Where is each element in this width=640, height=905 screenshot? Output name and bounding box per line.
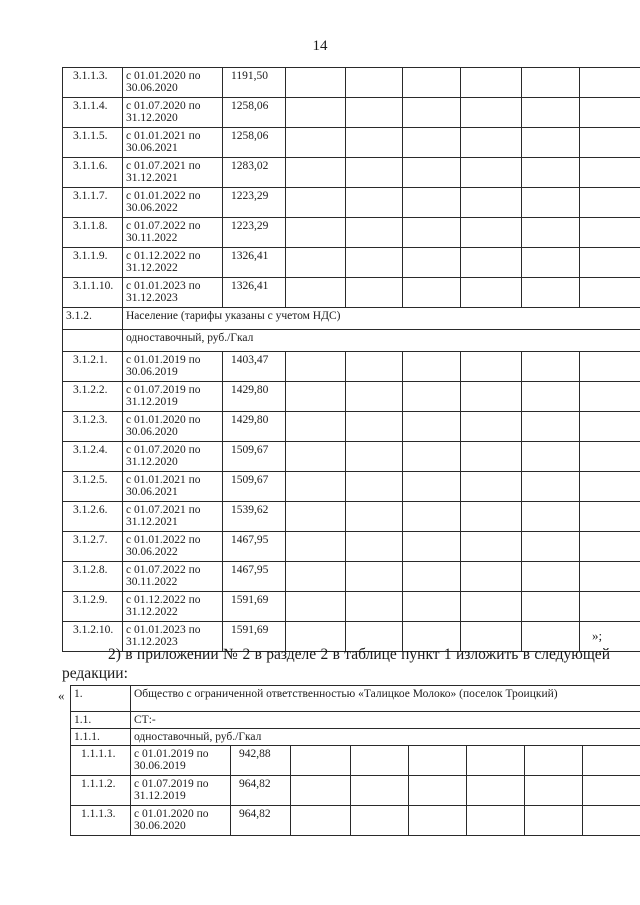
subsection2-row xyxy=(71,729,640,746)
subsection2-title: одноставочный, руб./Гкал xyxy=(131,729,640,746)
table-row xyxy=(63,278,640,308)
empty-cell xyxy=(286,412,346,442)
empty-cell xyxy=(522,382,580,412)
empty-cell xyxy=(525,806,583,836)
empty-cell xyxy=(63,330,123,352)
row-value: 1403,47 xyxy=(223,352,286,382)
empty-cell xyxy=(522,98,580,128)
empty-cell xyxy=(286,502,346,532)
empty-cell xyxy=(286,442,346,472)
subsection-number: 1.1. xyxy=(71,712,131,729)
row-number: 1.1.1.1. xyxy=(71,746,131,776)
empty-cell xyxy=(409,776,467,806)
row-period: с 01.07.2021 по 31.12.2021 xyxy=(123,158,223,188)
table-row xyxy=(63,218,640,248)
empty-cell xyxy=(346,68,403,98)
row-period: с 01.07.2022 по 30.11.2022 xyxy=(123,218,223,248)
empty-cell xyxy=(403,68,461,98)
empty-cell xyxy=(286,98,346,128)
table-row xyxy=(63,248,640,278)
empty-cell xyxy=(346,188,403,218)
row-period: с 01.07.2020 по 31.12.2020 xyxy=(123,98,223,128)
row-period: с 01.01.2022 по 30.06.2022 xyxy=(123,188,223,218)
empty-cell xyxy=(522,352,580,382)
row-number: 3.1.1.4. xyxy=(63,98,123,128)
row-number: 3.1.2.2. xyxy=(63,382,123,412)
empty-cell xyxy=(409,746,467,776)
subsection-row xyxy=(71,712,640,729)
empty-cell xyxy=(525,746,583,776)
empty-cell xyxy=(403,532,461,562)
empty-cell xyxy=(580,592,640,622)
empty-cell xyxy=(346,502,403,532)
section-subtitle: одноставочный, руб./Гкал xyxy=(123,330,640,352)
opening-quote: « xyxy=(58,688,65,703)
empty-cell xyxy=(580,382,640,412)
section-subheader-row xyxy=(63,330,640,352)
table-row xyxy=(63,532,640,562)
page-number: 14 xyxy=(312,38,328,54)
org-number: 1. xyxy=(71,686,131,712)
tariff-table-continuation xyxy=(62,67,640,652)
row-number: 3.1.1.5. xyxy=(63,128,123,158)
empty-cell xyxy=(467,746,525,776)
empty-cell xyxy=(467,806,525,836)
empty-cell xyxy=(286,382,346,412)
empty-cell xyxy=(583,746,640,776)
empty-cell xyxy=(522,218,580,248)
row-number: 3.1.1.6. xyxy=(63,158,123,188)
org-name: Общество с ограниченной ответственностью «Талицкое Молоко» (поселок Троицкий) xyxy=(131,686,640,712)
empty-cell xyxy=(522,532,580,562)
empty-cell xyxy=(522,472,580,502)
empty-cell xyxy=(580,68,640,98)
empty-cell xyxy=(461,592,522,622)
empty-cell xyxy=(580,158,640,188)
empty-cell xyxy=(346,412,403,442)
row-number: 3.1.1.8. xyxy=(63,218,123,248)
table-row xyxy=(63,442,640,472)
row-value: 942,88 xyxy=(231,746,291,776)
row-value: 1467,95 xyxy=(223,532,286,562)
row-period: с 01.01.2021 по 30.06.2021 xyxy=(123,128,223,158)
empty-cell xyxy=(346,248,403,278)
table-row xyxy=(63,412,640,442)
row-value: 1509,67 xyxy=(223,442,286,472)
empty-cell xyxy=(461,412,522,442)
row-value: 1467,95 xyxy=(223,562,286,592)
row-number: 3.1.2.9. xyxy=(63,592,123,622)
row-value: 1326,41 xyxy=(223,278,286,308)
empty-cell xyxy=(286,68,346,98)
row-period: с 01.01.2021 по 30.06.2021 xyxy=(123,472,223,502)
row-period: с 01.07.2022 по 30.11.2022 xyxy=(123,562,223,592)
empty-cell xyxy=(522,278,580,308)
empty-cell xyxy=(403,382,461,412)
row-number: 3.1.2.6. xyxy=(63,502,123,532)
empty-cell xyxy=(403,502,461,532)
empty-cell xyxy=(461,442,522,472)
empty-cell xyxy=(286,352,346,382)
row-number: 1.1.1.3. xyxy=(71,806,131,836)
empty-cell xyxy=(346,472,403,502)
empty-cell xyxy=(522,188,580,218)
row-value: 1326,41 xyxy=(223,248,286,278)
empty-cell xyxy=(522,412,580,442)
empty-cell xyxy=(580,532,640,562)
table-row xyxy=(63,98,640,128)
empty-cell xyxy=(346,562,403,592)
table-row xyxy=(63,472,640,502)
row-value: 1223,29 xyxy=(223,218,286,248)
empty-cell xyxy=(461,98,522,128)
empty-cell xyxy=(461,382,522,412)
empty-cell xyxy=(522,502,580,532)
empty-cell xyxy=(409,806,467,836)
empty-cell xyxy=(403,218,461,248)
empty-cell xyxy=(346,532,403,562)
row-value: 1258,06 xyxy=(223,128,286,158)
empty-cell xyxy=(346,218,403,248)
row-period: с 01.01.2022 по 30.06.2022 xyxy=(123,532,223,562)
empty-cell xyxy=(403,412,461,442)
table-row xyxy=(63,158,640,188)
empty-cell xyxy=(346,352,403,382)
empty-cell xyxy=(403,562,461,592)
row-number: 3.1.1.3. xyxy=(63,68,123,98)
empty-cell xyxy=(580,352,640,382)
empty-cell xyxy=(580,188,640,218)
section-title: Население (тарифы указаны с учетом НДС) xyxy=(123,308,640,330)
empty-cell xyxy=(403,352,461,382)
empty-cell xyxy=(580,472,640,502)
empty-cell xyxy=(403,98,461,128)
empty-cell xyxy=(461,502,522,532)
empty-cell xyxy=(403,442,461,472)
empty-cell xyxy=(403,472,461,502)
empty-cell xyxy=(467,776,525,806)
row-period: с 01.07.2019 по 31.12.2019 xyxy=(123,382,223,412)
row-value: 1191,50 xyxy=(223,68,286,98)
row-number: 3.1.2.1. xyxy=(63,352,123,382)
empty-cell xyxy=(286,188,346,218)
empty-cell xyxy=(346,442,403,472)
empty-cell xyxy=(286,158,346,188)
empty-cell xyxy=(346,278,403,308)
table-row xyxy=(63,502,640,532)
empty-cell xyxy=(286,278,346,308)
row-number: 3.1.1.7. xyxy=(63,188,123,218)
row-number: 3.1.2.3. xyxy=(63,412,123,442)
empty-cell xyxy=(403,158,461,188)
empty-cell xyxy=(461,532,522,562)
row-value: 1539,62 xyxy=(223,502,286,532)
row-number: 3.1.2.7. xyxy=(63,532,123,562)
empty-cell xyxy=(403,592,461,622)
row-value: 1591,69 xyxy=(223,592,286,622)
empty-cell xyxy=(286,562,346,592)
row-period: с 01.07.2019 по 31.12.2019 xyxy=(131,776,231,806)
section-number: 3.1.2. xyxy=(63,308,123,330)
empty-cell xyxy=(403,278,461,308)
table-row xyxy=(63,68,640,98)
empty-cell xyxy=(522,442,580,472)
row-period: с 01.01.2020 по 30.06.2020 xyxy=(123,68,223,98)
table-row xyxy=(71,806,640,836)
table-row xyxy=(71,746,640,776)
empty-cell xyxy=(461,352,522,382)
row-period: с 01.01.2019 по 30.06.2019 xyxy=(131,746,231,776)
empty-cell xyxy=(583,806,640,836)
table-row xyxy=(71,776,640,806)
empty-cell xyxy=(286,472,346,502)
empty-cell xyxy=(580,442,640,472)
empty-cell xyxy=(522,158,580,188)
table-row xyxy=(63,592,640,622)
table-row xyxy=(63,562,640,592)
empty-cell xyxy=(461,128,522,158)
empty-cell xyxy=(291,746,351,776)
row-value: 1283,02 xyxy=(223,158,286,188)
empty-cell xyxy=(461,562,522,592)
empty-cell xyxy=(461,218,522,248)
row-period: с 01.01.2019 по 30.06.2019 xyxy=(123,352,223,382)
empty-cell xyxy=(346,592,403,622)
empty-cell xyxy=(461,278,522,308)
empty-cell xyxy=(351,806,409,836)
row-value: 1591,69 xyxy=(223,622,286,652)
org-row xyxy=(71,686,640,712)
row-number: 3.1.2.4. xyxy=(63,442,123,472)
amendment-text: 2) в приложении № 2 в разделе 2 в таблице пункт 1 изложить в следующей редакции: xyxy=(62,646,610,682)
row-number: 1.1.1.2. xyxy=(71,776,131,806)
table-row xyxy=(63,188,640,218)
empty-cell xyxy=(346,98,403,128)
row-period: с 01.01.2020 по 30.06.2020 xyxy=(123,412,223,442)
subsection-title: СТ:- xyxy=(131,712,640,729)
empty-cell xyxy=(461,248,522,278)
row-value: 964,82 xyxy=(231,806,291,836)
subsection2-number: 1.1.1. xyxy=(71,729,131,746)
empty-cell xyxy=(461,472,522,502)
row-number: 3.1.1.9. xyxy=(63,248,123,278)
empty-cell xyxy=(580,562,640,592)
empty-cell xyxy=(461,68,522,98)
empty-cell xyxy=(525,776,583,806)
empty-cell xyxy=(522,592,580,622)
empty-cell xyxy=(403,188,461,218)
row-number: 3.1.1.10. xyxy=(63,278,123,308)
empty-cell xyxy=(351,776,409,806)
empty-cell xyxy=(286,532,346,562)
row-period: с 01.07.2020 по 31.12.2020 xyxy=(123,442,223,472)
empty-cell xyxy=(580,98,640,128)
row-period: с 01.07.2021 по 31.12.2021 xyxy=(123,502,223,532)
empty-cell xyxy=(286,592,346,622)
row-value: 1258,06 xyxy=(223,98,286,128)
empty-cell xyxy=(286,128,346,158)
row-value: 1223,29 xyxy=(223,188,286,218)
empty-cell xyxy=(346,158,403,188)
empty-cell xyxy=(403,128,461,158)
row-period: с 01.01.2023 по 31.12.2023 xyxy=(123,278,223,308)
empty-cell xyxy=(291,806,351,836)
empty-cell xyxy=(580,502,640,532)
section-header-row xyxy=(63,308,640,330)
table-row xyxy=(63,352,640,382)
empty-cell xyxy=(291,776,351,806)
row-period: с 01.12.2022 по 31.12.2022 xyxy=(123,248,223,278)
empty-cell xyxy=(461,188,522,218)
empty-cell xyxy=(351,746,409,776)
row-period: с 01.12.2022 по 31.12.2022 xyxy=(123,592,223,622)
empty-cell xyxy=(522,128,580,158)
empty-cell xyxy=(580,218,640,248)
row-number: 3.1.2.10. xyxy=(63,622,123,652)
row-value: 1509,67 xyxy=(223,472,286,502)
empty-cell xyxy=(286,248,346,278)
table-row xyxy=(63,382,640,412)
row-value: 1429,80 xyxy=(223,412,286,442)
empty-cell xyxy=(580,278,640,308)
row-period: с 01.01.2023 по 31.12.2023 xyxy=(123,622,223,652)
row-value: 1429,80 xyxy=(223,382,286,412)
empty-cell xyxy=(580,128,640,158)
empty-cell xyxy=(583,776,640,806)
amendment-paragraph xyxy=(62,645,610,683)
row-value: 964,82 xyxy=(231,776,291,806)
row-number: 3.1.2.8. xyxy=(63,562,123,592)
empty-cell xyxy=(286,218,346,248)
empty-cell xyxy=(522,562,580,592)
empty-cell xyxy=(346,382,403,412)
closing-quote: »; xyxy=(592,628,603,643)
row-period: с 01.01.2020 по 30.06.2020 xyxy=(131,806,231,836)
row-number: 3.1.2.5. xyxy=(63,472,123,502)
empty-cell xyxy=(580,412,640,442)
empty-cell xyxy=(580,248,640,278)
empty-cell xyxy=(461,158,522,188)
empty-cell xyxy=(403,248,461,278)
tariff-table-new xyxy=(70,685,640,836)
empty-cell xyxy=(346,128,403,158)
table-row xyxy=(63,128,640,158)
empty-cell xyxy=(522,68,580,98)
empty-cell xyxy=(522,248,580,278)
